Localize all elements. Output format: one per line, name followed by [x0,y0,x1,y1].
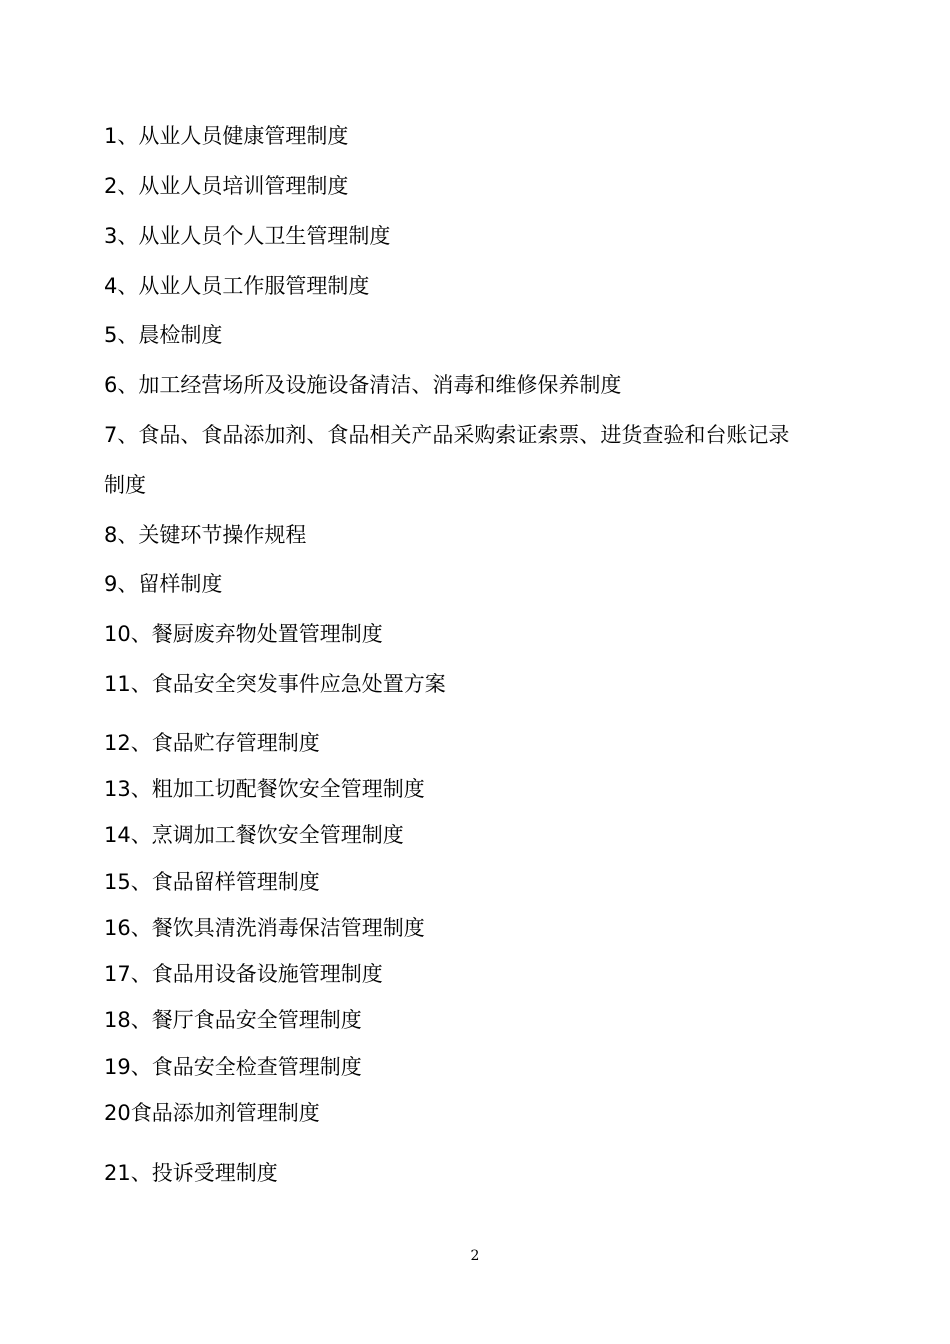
list-item: 17、食品用设备设施管理制度 [104,962,383,986]
list-item: 8、关键环节操作规程 [104,523,307,547]
list-item: 21、投诉受理制度 [104,1161,278,1185]
list-item: 18、餐厅食品安全管理制度 [104,1008,362,1032]
page-number: 2 [470,1248,480,1264]
list-item: 9、留样制度 [104,572,223,596]
list-item: 1、从业人员健康管理制度 [104,124,349,148]
list-item: 10、餐厨废弃物处置管理制度 [104,622,383,646]
list-item: 3、从业人员个人卫生管理制度 [104,224,391,248]
list-item: 4、从业人员工作服管理制度 [104,274,370,298]
list-item: 6、加工经营场所及设施设备清洁、消毒和维修保养制度 [104,373,622,397]
list-item: 2、从业人员培训管理制度 [104,174,349,198]
list-item: 11、食品安全突发事件应急处置方案 [104,672,446,696]
list-item-continuation: 制度 [104,473,146,497]
list-item: 7、食品、食品添加剂、食品相关产品采购索证索票、进货查验和台账记录 [104,423,790,447]
list-item: 13、粗加工切配餐饮安全管理制度 [104,777,425,801]
list-item: 19、食品安全检查管理制度 [104,1055,362,1079]
list-item: 5、晨检制度 [104,323,223,347]
list-item: 15、食品留样管理制度 [104,870,320,894]
list-item: 14、烹调加工餐饮安全管理制度 [104,823,404,847]
list-item: 12、食品贮存管理制度 [104,731,320,755]
list-item: 16、餐饮具清洗消毒保洁管理制度 [104,916,425,940]
list-item: 20食品添加剂管理制度 [104,1101,320,1125]
